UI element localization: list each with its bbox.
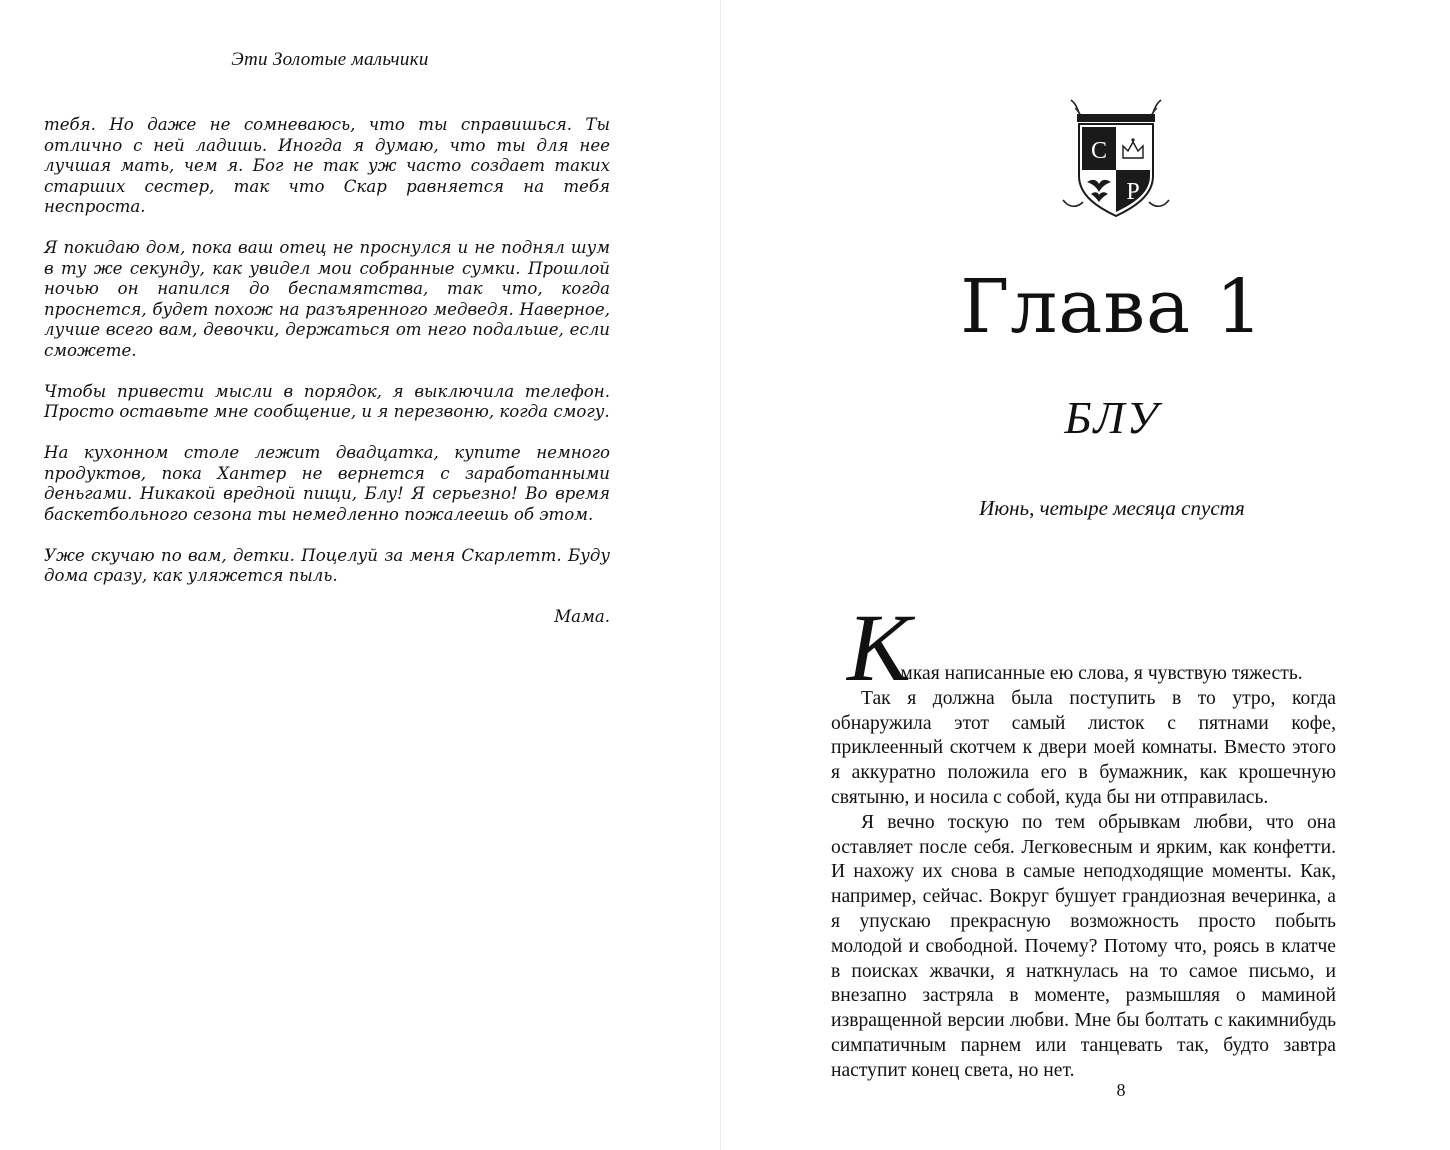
letter-text — [44, 115, 610, 648]
letter-signature: Мама. — [554, 607, 610, 626]
left-page — [0, 0, 720, 1150]
crest-letter-left: C — [1090, 138, 1108, 164]
page-number: 8 — [1116, 1080, 1126, 1100]
letter-paragraph: Чтобы привести мысли в порядок, я выключила телефон. Просто оставьте мне сообщение, и я перезвоню, когда смогу. — [44, 381, 610, 421]
letter-paragraph: тебя. Но даже не сомневаюсь, что ты справишься. Ты отлично с ней ладишь. Иногда я думаю, что ты для нее лучшая мать, чем я. Бог не так уж часто создает таких старших сестер, так что Скар равняется на тебя неспроста. — [44, 115, 610, 216]
body-paragraph: Так я должна была поступить в то утро, когда обнаружила этот самый листок с пятнами кофе, приклеенный скотчем к двери моей комнаты. Вместо этого я аккуратно положила его в бумажник, как крошечную святыню, и носила с собой, куда бы ни отправилась. — [831, 687, 1336, 808]
letter-paragraph: Уже скучаю по вам, детки. Поцелуй за меня Скарлетт. Буду дома сразу, как уляжется пыль. — [44, 545, 610, 585]
running-head: Эти Золотые мальчики — [231, 49, 429, 70]
right-page — [721, 0, 1450, 1150]
letter-paragraph: Я покидаю дом, пока ваш отец не проснулся и не поднял шум в ту же секунду, как увидел мои собранные сумки. Прошлой ночью он напился до беспамятства, так что, когда проснется, будет похож на разъяренного медведя. Наверное, лучше всего вам, девочки, держаться от него подальше, если сможете. — [44, 238, 610, 360]
body-paragraph: Я вечно тоскую по тем обрывкам любви, что она оставляет после себя. Легковесным и ярким, как конфетти. И нахожу их снова в самые неподходящие моменты. Как, например, сейчас. Вокруг бушует грандиозная вечеринка, а я упускаю прекрасную возможность просто побыть молодой и свободной. Почему? Потому что, роясь в клатче в поисках жвачки, я наткнулась на то самое письмо, и внезапно застряла в моменте, размышляя о маминой извращенной версии любви. Мне бы болтать с какимнибудь симпатичным парнем или танцевать так, будто завтра наступит конец света, но нет. — [831, 811, 1336, 1081]
drop-cap: К — [847, 594, 911, 701]
crest-icon — [1061, 96, 1171, 222]
chapter-body — [831, 662, 1336, 1084]
letter-paragraph: На кухонном столе лежит двадцатка, купите немного продуктов, пока Хантер не вернется с заработанными деньгами. Никакой вредной пищи, Блу! Я серьезно! Во время баскетбольного сезона ты немедленно пожалеешь об этом. — [44, 443, 610, 524]
chapter-time-note: Июнь, четыре месяца спустя — [979, 496, 1245, 520]
first-paragraph — [831, 662, 1336, 687]
crest-letter-right: P — [1126, 179, 1140, 205]
chapter-pov-name: БЛУ — [1064, 392, 1160, 443]
first-paragraph-text: омкая написанные ею слова, я чувствую тяжесть. — [891, 663, 1303, 684]
chapter-title: Глава 1 — [960, 264, 1264, 350]
